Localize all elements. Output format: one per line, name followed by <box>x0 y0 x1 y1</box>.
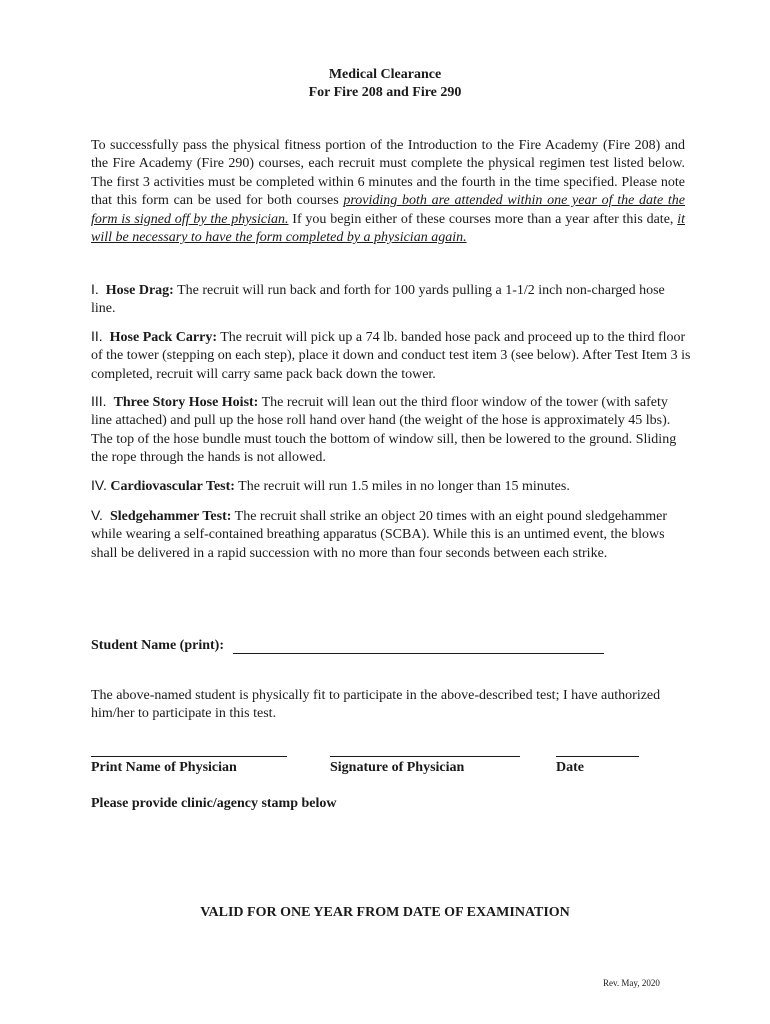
item-number: II. <box>91 328 103 344</box>
print-name-label: Print Name of Physician <box>91 760 237 775</box>
item-number: III. <box>91 393 107 409</box>
student-name-label: Student Name (print): <box>91 638 224 653</box>
item-number: V. <box>91 507 103 523</box>
intro-text-1: To successfully pass the physical fitness portion of the Introduction to the Fire Academy (Fire 208) and the Fire Academy (Fire 290) courses, each recruit must complete the physical regimen test listed below. The first 3 activities must be completed within 6 minutes and the fourth in the time specified. Please note that this form can be used for both courses <box>91 138 685 209</box>
item-title: Sledgehammer Test: <box>109 509 232 524</box>
item-title: Hose Pack Carry: <box>109 330 217 345</box>
item-number: I. <box>91 281 99 297</box>
test-item-sledgehammer <box>91 506 691 563</box>
intro-emphasis-2: it will be necessary to have the form completed by a physician again. <box>91 211 685 246</box>
date-line[interactable] <box>556 756 639 757</box>
item-title: Hose Drag: <box>105 283 174 298</box>
revision-note: Rev. May, 2020 <box>603 978 660 988</box>
item-description: The recruit will run 1.5 miles in no longer than 15 minutes. <box>234 479 570 494</box>
date-label: Date <box>556 760 584 775</box>
item-description: The recruit will lean out the third floor window of the tower (with safety line attached) and pull up the hose roll hand over hand (the weight of the hose is approximately 45 lbs). The top of the hose bundle must touch the bottom of window sill, then be lowered to the ground. Sliding the rope through the hands is not allowed. <box>91 395 677 466</box>
item-description: The recruit shall strike an object 20 times with an eight pound sledgehammer while wearing a self-contained breathing apparatus (SCBA). While this is an untimed event, the blows shall be delivered in a rapid succession with no more than four seconds between each strike. <box>91 509 667 561</box>
intro-paragraph <box>91 137 685 247</box>
document-title: Medical Clearance <box>328 67 442 82</box>
attestation-text: The above-named student is physically fit to participate in the above-described test; I have authorized him/her to participate in this test. <box>91 688 661 722</box>
intro-emphasis-1: providing both are attended within one year of the date the form is signed off by the physician. <box>91 193 685 227</box>
item-description: The recruit will pick up a 74 lb. banded hose pack and proceed up to the third floor of the tower (stepping on each step), place it down and conduct test item 3 (see below). After Test Item 3 is completed, recruit will carry same pack back down the tower. <box>91 330 691 382</box>
physician-name-line[interactable] <box>91 756 287 757</box>
signature-label: Signature of Physician <box>330 760 465 775</box>
test-item-hose-drag <box>91 280 691 319</box>
intro-text-2: If you begin either of these courses more than a year after this date, <box>288 211 678 227</box>
item-title: Cardiovascular Test: <box>110 479 235 494</box>
stamp-instruction: Please provide clinic/agency stamp below <box>91 796 337 811</box>
physician-signature-line[interactable] <box>330 756 520 757</box>
validity-notice: VALID FOR ONE YEAR FROM DATE OF EXAMINATION <box>200 905 570 920</box>
item-description: The recruit will run back and forth for 100 yards pulling a 1-1/2 inch non-charged hose line. <box>91 283 665 317</box>
student-name-line[interactable] <box>233 653 604 654</box>
test-item-hose-pack-carry <box>91 327 691 384</box>
test-item-hose-hoist <box>91 392 691 468</box>
document-subtitle: For Fire 208 and Fire 290 <box>308 85 462 100</box>
test-item-cardiovascular <box>91 476 691 496</box>
item-number: IV. <box>91 477 107 493</box>
item-title: Three Story Hose Hoist: <box>113 395 259 410</box>
